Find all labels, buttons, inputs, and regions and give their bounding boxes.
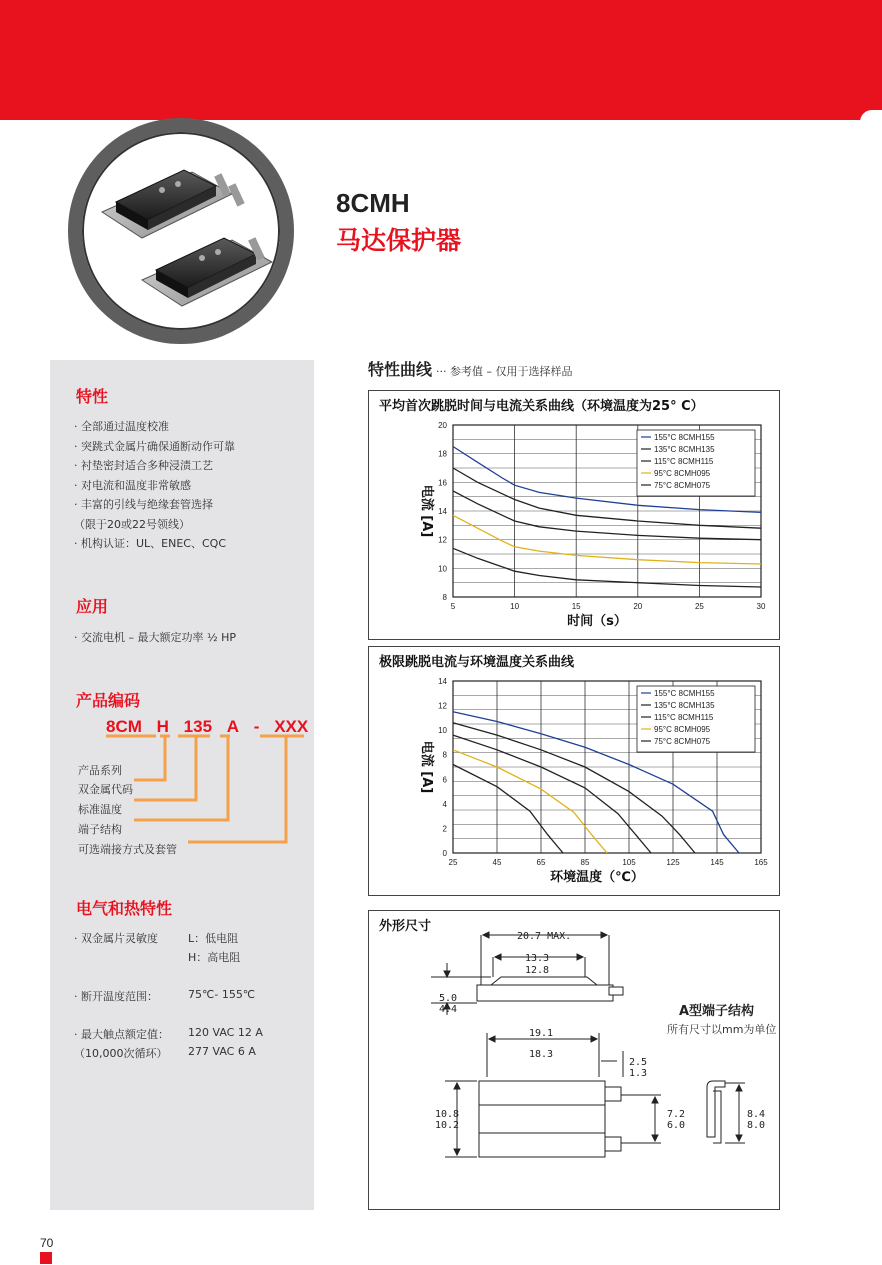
code-segment: - bbox=[253, 717, 260, 736]
electrical-title: 电气和热特性 bbox=[76, 899, 173, 918]
dimensions-title: 外形尺寸 bbox=[379, 919, 432, 934]
y-tick-label: 12 bbox=[438, 701, 447, 711]
y-tick-label: 4 bbox=[442, 799, 447, 809]
curves-title: 特性曲线 bbox=[368, 360, 433, 379]
spec-label: · 断开温度范围： bbox=[74, 990, 158, 1003]
dim-base-length-min: 18.3 bbox=[529, 1049, 554, 1060]
header-notch bbox=[860, 110, 882, 130]
terminal-title: A型端子结构 bbox=[679, 1004, 755, 1019]
dimension-drawing bbox=[369, 911, 781, 1211]
dim-height-max: 5.0 bbox=[439, 993, 458, 1004]
x-tick-label: 5 bbox=[450, 602, 456, 611]
dim-pitch-min: 6.0 bbox=[667, 1120, 686, 1131]
header-band bbox=[0, 0, 882, 120]
spec-value: L：低电阻 bbox=[188, 932, 239, 945]
applications-list bbox=[74, 628, 236, 648]
x-tick-label: 65 bbox=[536, 858, 546, 867]
dim-terminal-max: 2.5 bbox=[629, 1057, 648, 1068]
y-tick-label: 14 bbox=[438, 507, 447, 516]
y-tick-label: 8 bbox=[442, 750, 447, 760]
title-block bbox=[336, 188, 461, 257]
legend-entry: 115°C 8CMH115 bbox=[654, 713, 714, 722]
feature-item: （限于20或22号领线） bbox=[74, 517, 190, 531]
code-segment: 8CM bbox=[106, 717, 142, 736]
legend-entry: 135°C 8CMH135 bbox=[654, 445, 715, 454]
x-tick-label: 145 bbox=[710, 858, 724, 867]
code-label: 可选端接方式及套管 bbox=[78, 843, 177, 856]
curves-heading bbox=[368, 357, 573, 380]
feature-item: · 丰富的引线与绝缘套管选择 bbox=[74, 498, 213, 511]
dim-height-min: 4.4 bbox=[439, 1004, 458, 1015]
features-list bbox=[74, 417, 235, 554]
chart-plot bbox=[369, 391, 781, 641]
chart-title: 极限跳脱电流与环境温度关系曲线 bbox=[379, 655, 575, 670]
dim-overall-length: 20.7 MAX. bbox=[517, 931, 572, 942]
page-mark bbox=[40, 1252, 52, 1264]
product-model: 8CMH bbox=[336, 188, 410, 218]
spec-label: （10,000次循环） bbox=[74, 1047, 168, 1060]
trip-time-chart bbox=[368, 390, 780, 640]
x-tick-label: 85 bbox=[580, 858, 590, 867]
legend-entry: 135°C 8CMH135 bbox=[654, 701, 715, 710]
y-tick-label: 0 bbox=[442, 849, 447, 858]
x-axis-label: 时间（s） bbox=[567, 614, 627, 629]
x-tick-label: 45 bbox=[492, 858, 502, 867]
ultimate-trip-chart bbox=[368, 646, 780, 896]
series-line bbox=[453, 765, 563, 854]
legend-entry: 75°C 8CMH075 bbox=[654, 737, 711, 746]
y-tick-label: 6 bbox=[442, 775, 447, 785]
legend-entry: 155°C 8CMH155 bbox=[654, 689, 715, 698]
dim-body-length-min: 12.8 bbox=[525, 965, 550, 976]
code-segment: XXX bbox=[274, 717, 309, 736]
series-line bbox=[453, 750, 607, 853]
unit-note: 所有尺寸以mm为单位 bbox=[667, 1023, 777, 1036]
code-segment: 135 bbox=[183, 717, 213, 736]
x-tick-label: 105 bbox=[622, 858, 636, 867]
legend-entry: 95°C 8CMH095 bbox=[654, 469, 711, 478]
x-tick-label: 25 bbox=[448, 858, 458, 867]
chart-title: 平均首次跳脱时间与电流关系曲线（环境温度为25° C） bbox=[379, 399, 704, 414]
dim-width-min: 10.2 bbox=[435, 1120, 460, 1131]
x-tick-label: 165 bbox=[754, 858, 768, 867]
y-tick-label: 14 bbox=[438, 677, 447, 686]
y-tick-label: 16 bbox=[438, 478, 447, 488]
curves-subtitle: ··· 参考值 – 仅用于选择样品 bbox=[436, 365, 573, 378]
y-axis-label: 电流 [A] bbox=[419, 484, 434, 538]
dim-terminal-min: 1.3 bbox=[629, 1068, 648, 1079]
feature-item: · 突跳式金属片确保通断动作可靠 bbox=[74, 439, 235, 453]
y-tick-label: 20 bbox=[438, 421, 447, 430]
y-tick-label: 2 bbox=[442, 824, 447, 834]
series-line bbox=[453, 491, 761, 540]
spec-value: 75℃- 155℃ bbox=[188, 988, 256, 1001]
code-segment: A bbox=[226, 717, 240, 736]
x-tick-label: 15 bbox=[571, 602, 581, 611]
dim-width-max: 10.8 bbox=[435, 1109, 460, 1120]
feature-item: · 对电流和温度非常敏感 bbox=[74, 478, 191, 492]
x-tick-label: 20 bbox=[633, 602, 643, 611]
y-tick-label: 18 bbox=[438, 449, 447, 459]
feature-item: · 全部通过温度校准 bbox=[74, 420, 169, 433]
y-tick-label: 10 bbox=[438, 564, 447, 574]
product-code-title: 产品编码 bbox=[76, 691, 141, 710]
features-title: 特性 bbox=[76, 387, 109, 406]
dim-terminal-height-min: 8.0 bbox=[747, 1120, 766, 1131]
code-segment: H bbox=[156, 717, 169, 736]
spec-value: 277 VAC 6 A bbox=[188, 1045, 256, 1058]
feature-item: · 衬垫密封适合多种浸渍工艺 bbox=[74, 459, 213, 472]
y-tick-label: 12 bbox=[438, 535, 447, 545]
legend-entry: 95°C 8CMH095 bbox=[654, 725, 711, 734]
code-label: 产品系列 bbox=[78, 764, 122, 777]
product-name: 马达保护器 bbox=[336, 226, 462, 255]
legend-entry: 155°C 8CMH155 bbox=[654, 433, 715, 442]
spec-label: · 双金属片灵敏度 bbox=[74, 932, 158, 945]
code-label: 标准温度 bbox=[78, 803, 122, 816]
x-axis-label: 环境温度（℃） bbox=[550, 870, 644, 885]
feature-item: · 机构认证：UL、ENEC、CQC bbox=[74, 537, 227, 550]
dim-body-length-max: 13.3 bbox=[525, 953, 550, 964]
applications-title: 应用 bbox=[76, 597, 109, 616]
product-image bbox=[82, 132, 280, 330]
chart-plot bbox=[369, 647, 781, 897]
x-tick-label: 25 bbox=[694, 602, 704, 611]
dim-base-length-max: 19.1 bbox=[529, 1028, 554, 1039]
x-tick-label: 10 bbox=[510, 602, 520, 611]
y-tick-label: 8 bbox=[442, 593, 447, 602]
spec-label: · 最大触点额定值： bbox=[74, 1028, 169, 1041]
application-item: · 交流电机 – 最大额定功率 ½ HP bbox=[74, 631, 237, 644]
product-photo bbox=[68, 118, 294, 344]
dim-pitch-max: 7.2 bbox=[667, 1109, 686, 1120]
dim-terminal-height-max: 8.4 bbox=[747, 1109, 766, 1120]
code-label: 双金属代码 bbox=[78, 783, 133, 796]
page-number: 70 bbox=[40, 1236, 54, 1250]
spec-panel bbox=[50, 360, 314, 1210]
spec-value: H：高电阻 bbox=[188, 951, 241, 964]
spec-value: 120 VAC 12 A bbox=[188, 1026, 263, 1039]
legend-entry: 115°C 8CMH115 bbox=[654, 457, 714, 466]
y-tick-label: 10 bbox=[438, 726, 447, 736]
x-tick-label: 125 bbox=[666, 858, 680, 867]
x-tick-label: 30 bbox=[756, 602, 766, 611]
y-axis-label: 电流 [A] bbox=[419, 740, 434, 794]
legend-entry: 75°C 8CMH075 bbox=[654, 481, 711, 490]
dimensions-box bbox=[368, 910, 780, 1210]
code-label: 端子结构 bbox=[78, 823, 122, 836]
